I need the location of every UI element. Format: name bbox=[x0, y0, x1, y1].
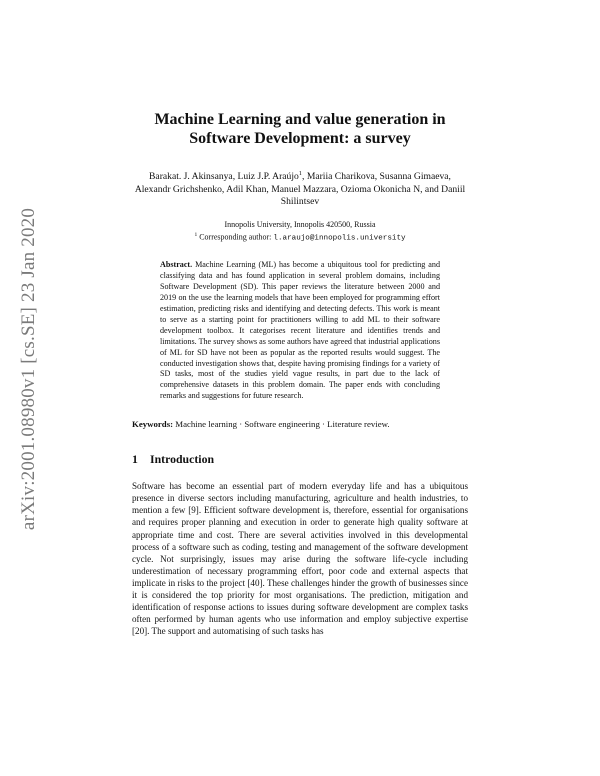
title-line-1: Machine Learning and value generation in bbox=[154, 111, 446, 128]
section-number: 1 bbox=[132, 452, 138, 467]
keywords bbox=[132, 419, 440, 430]
corresponding-email: l.araujo@innopolis.university bbox=[273, 234, 406, 243]
section-title: Introduction bbox=[150, 452, 215, 467]
abstract-text: Machine Learning (ML) has become a ubiquitous tool for predicting and classifying data and has found application in several problem domains, including Software Development (SD). This paper reviews the literature between 2000 and 2019 on the use the learning models that have been employed for programming effort estimation, predicting risks and identifying and detecting defects. This work is meant to serve as a starting point for practitioners willing to add ML to their software development toolbox. It categorises recent literature and identifies trends and limitations. The survey shows as some authors have agreed that industrial applications of ML for SD have not been as popular as the reported results would suggest. The conducted investigation shows that, despite having promising findings for a variety of SD tasks, most of the studies yield vague results, in part due to the lack of comprehensive datasets in this problem domain. The paper ends with concluding remarks and suggestions for future research. bbox=[160, 260, 440, 401]
keywords-text: Machine learning · Software engineering · Literature review. bbox=[173, 419, 390, 430]
section-heading-introduction bbox=[132, 452, 468, 466]
author-superscript: 1 bbox=[298, 170, 303, 177]
paper-page bbox=[132, 110, 468, 637]
affiliation-line: Innopolis University, Innopolis 420500, Russia bbox=[224, 219, 376, 229]
author-list bbox=[132, 168, 468, 209]
abstract bbox=[160, 260, 440, 402]
introduction-paragraph: Software has become an essential part of modern everyday life and has a ubiquitous presence in diverse sectors including manufacturing, agriculture and health industries, to mention a few [9]. Efficient software development is, therefore, essential for organisations and requires proper planning and execution in order to generate high quality software at appropriate time and cost. There are several activities involved in this developmental process of a software such as coding, testing and management of the software development cycle. Not surprisingly, issues may arise during the software life-cycle including underestimation of necessary programming effort, poor code and external aspects that implicate in risks to the project [40]. These challenges hinder the growth of businesses since it is considered the top priority for most organisations. The prediction, mitigation and identification of response actions to issues during software development are complex tasks often performed by human agents who use information and employ subjective expertise [20]. The support and automatising of such tasks has bbox=[132, 481, 468, 637]
title-line-2: Software Development: a survey bbox=[189, 130, 411, 147]
paper-title bbox=[132, 110, 468, 148]
keywords-label: Keywords: bbox=[132, 419, 174, 430]
affiliation-block bbox=[132, 219, 468, 245]
authors-part-1: Barakat. J. Akinsanya, Luiz J.P. Araújo bbox=[149, 171, 299, 183]
corresponding-label: Corresponding author: bbox=[197, 232, 274, 242]
corresponding-author-line bbox=[132, 230, 468, 245]
corresponding-superscript: 1 bbox=[194, 231, 198, 238]
arxiv-identifier-text: arXiv:2001.08980v1 [cs.SE] 23 Jan 2020 bbox=[18, 207, 39, 531]
abstract-label: Abstract. bbox=[160, 260, 193, 270]
authors-part-2: , Mariia Charikova, Susanna Gimaeva, Alexandr Grichshenko, Adil Khan, Manuel Mazzara, Ozioma Okonicha N, and Daniil Shilintsev bbox=[134, 171, 466, 208]
arxiv-identifier-stamp bbox=[12, 194, 46, 544]
